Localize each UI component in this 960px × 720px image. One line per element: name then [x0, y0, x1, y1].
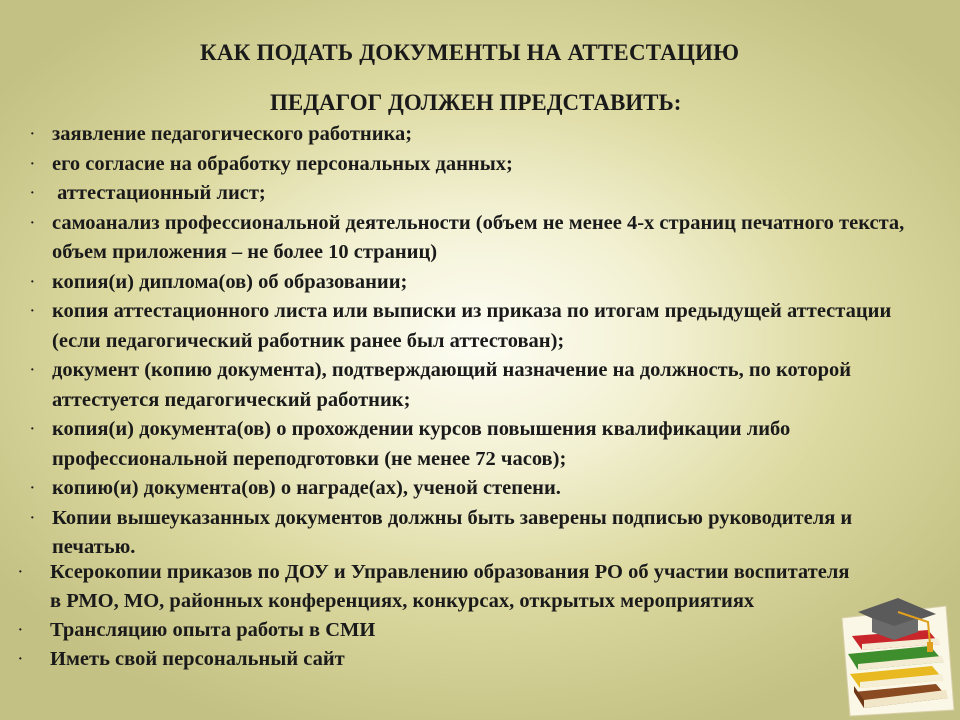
list-item-text: Копии вышеуказанных документов должны быть заверены подписью руководителя и печатью. [52, 506, 853, 558]
list-item [0, 268, 920, 298]
list-item [0, 415, 920, 474]
list-item [0, 558, 860, 616]
required-documents-list [0, 120, 920, 563]
slide-subtitle: ПЕДАГОГ ДОЛЖЕН ПРЕДСТАВИТЬ: [270, 90, 682, 115]
bullet-icon: · [18, 652, 23, 667]
list-item-text: Ксерокопии приказов по ДОУ и Управлению образования РО об участии воспитателя в РМО, МО, районных конференциях, конкурсах, открытых мероприятиях [50, 561, 850, 612]
bullet-icon: · [30, 186, 35, 201]
list-item-text: копия(и) документа(ов) о прохождении курсов повышения квалификации либо профессиональной переподготовки (не менее 72 часов); [52, 418, 791, 470]
list-item [0, 209, 920, 268]
bullet-icon: · [30, 481, 35, 496]
list-item-text: его согласие на обработку персональных данных; [52, 152, 513, 175]
list-item [0, 504, 920, 563]
bullet-icon: · [30, 127, 35, 142]
list-item [0, 474, 920, 504]
list-item-text: аттестационный лист; [52, 182, 266, 204]
bullet-icon: · [18, 565, 23, 580]
bullet-icon: · [30, 215, 35, 231]
list-item-text: документ (копию документа), подтверждающий назначение на должность, по которой аттестуется педагогический работник; [52, 359, 852, 411]
list-item-text: Иметь свой персональный сайт [50, 648, 345, 670]
bullet-icon: · [30, 363, 35, 378]
bullet-icon: · [30, 274, 35, 290]
list-item-text: копия аттестационного листа или выписки из приказа по итогам предыдущей аттестации (если педагогический работник ранее был аттестован); [52, 300, 892, 352]
list-item [0, 297, 920, 356]
list-item-text: копию(и) документа(ов) о награде(ах), ученой степени. [52, 477, 561, 499]
list-item-text: заявление педагогического работника; [52, 123, 413, 145]
list-item [0, 356, 920, 415]
bullet-icon: · [30, 510, 35, 526]
list-item [0, 645, 860, 674]
list-item [0, 616, 860, 645]
list-item [0, 150, 920, 180]
list-item [0, 120, 920, 150]
bullet-icon: · [30, 304, 35, 319]
bullet-icon: · [30, 422, 35, 437]
list-item-text: копия(и) диплома(ов) об образовании; [52, 270, 408, 293]
additional-documents-list [0, 558, 860, 674]
list-item-text: Трансляцию опыта работы в СМИ [50, 619, 376, 641]
slide-title: КАК ПОДАТЬ ДОКУМЕНТЫ НА АТТЕСТАЦИЮ [200, 40, 740, 65]
list-item [0, 179, 920, 209]
books-graduation-cap-icon [836, 588, 958, 718]
list-item-text: самоанализ профессиональной деятельности (объем не менее 4-х страниц печатного текста, объем приложения – не более 10 страниц) [52, 211, 905, 263]
bullet-icon: · [18, 623, 23, 638]
bullet-icon: · [30, 156, 35, 172]
